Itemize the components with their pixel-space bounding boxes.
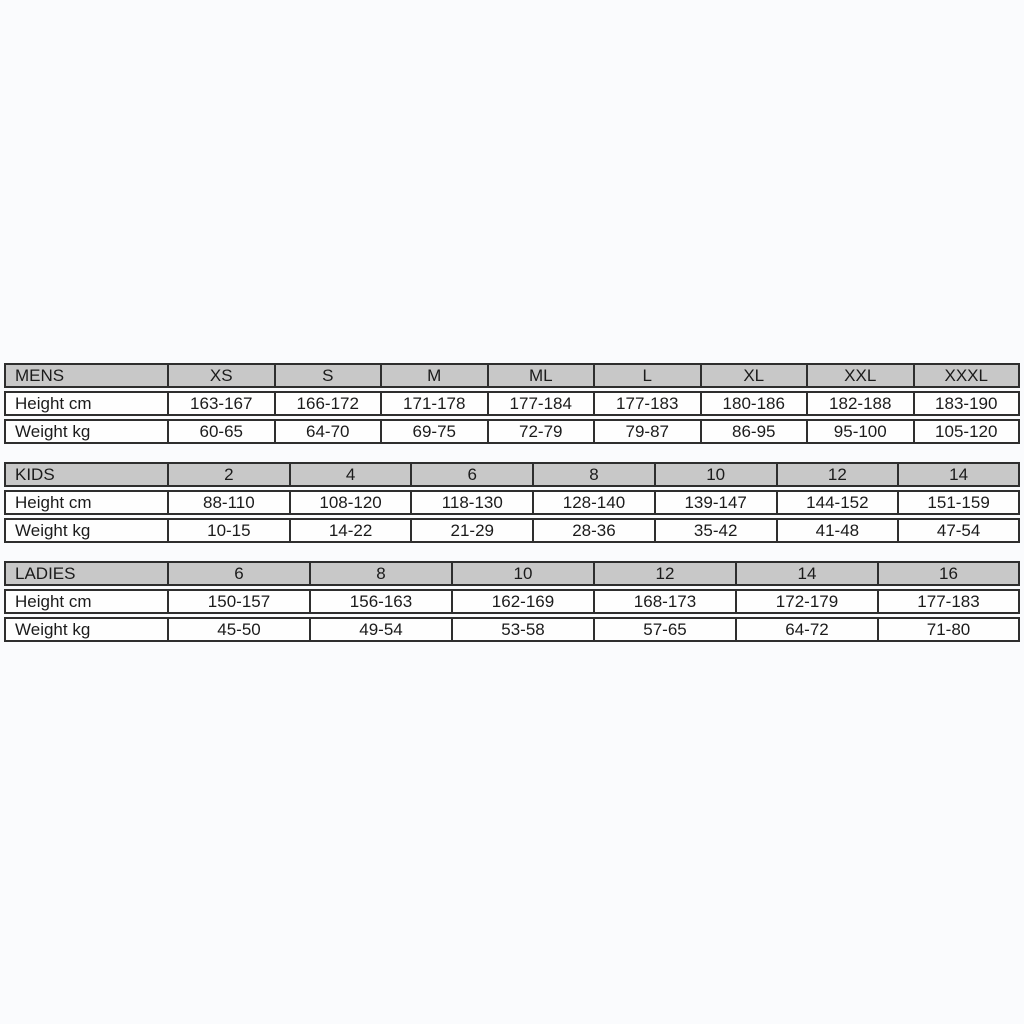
size-header-cell: 16 bbox=[878, 561, 1020, 586]
group-label-cell: MENS bbox=[4, 363, 168, 388]
height-value-cell: 166-172 bbox=[275, 391, 382, 416]
size-header-cell: 6 bbox=[411, 462, 533, 487]
size-chart-mens bbox=[4, 360, 1020, 447]
weight-value-cell: 64-70 bbox=[275, 419, 382, 444]
size-header-cell: ML bbox=[488, 363, 595, 388]
weight-value-cell: 64-72 bbox=[736, 617, 878, 642]
weight-value-cell: 57-65 bbox=[594, 617, 736, 642]
size-header-cell: 4 bbox=[290, 462, 412, 487]
table-row-height bbox=[4, 490, 1020, 515]
size-header-cell: L bbox=[594, 363, 701, 388]
height-value-cell: 156-163 bbox=[310, 589, 452, 614]
size-header-cell: XL bbox=[701, 363, 808, 388]
table-row-weight bbox=[4, 419, 1020, 444]
height-value-cell: 183-190 bbox=[914, 391, 1021, 416]
height-value-cell: 162-169 bbox=[452, 589, 594, 614]
height-value-cell: 151-159 bbox=[898, 490, 1020, 515]
height-value-cell: 118-130 bbox=[411, 490, 533, 515]
weight-value-cell: 69-75 bbox=[381, 419, 488, 444]
height-value-cell: 171-178 bbox=[381, 391, 488, 416]
weight-value-cell: 79-87 bbox=[594, 419, 701, 444]
height-value-cell: 180-186 bbox=[701, 391, 808, 416]
weight-value-cell: 21-29 bbox=[411, 518, 533, 543]
group-label-cell: LADIES bbox=[4, 561, 168, 586]
size-header-cell: 12 bbox=[594, 561, 736, 586]
table-row-weight bbox=[4, 617, 1020, 642]
group-label-cell: KIDS bbox=[4, 462, 168, 487]
table-row-weight bbox=[4, 518, 1020, 543]
height-value-cell: 168-173 bbox=[594, 589, 736, 614]
height-value-cell: 172-179 bbox=[736, 589, 878, 614]
size-chart-ladies bbox=[4, 558, 1020, 645]
table-row-height bbox=[4, 391, 1020, 416]
weight-value-cell: 14-22 bbox=[290, 518, 412, 543]
size-header-cell: 14 bbox=[736, 561, 878, 586]
weight-value-cell: 95-100 bbox=[807, 419, 914, 444]
height-value-cell: 177-184 bbox=[488, 391, 595, 416]
weight-value-cell: 10-15 bbox=[168, 518, 290, 543]
weight-value-cell: 60-65 bbox=[168, 419, 275, 444]
size-header-cell: 10 bbox=[655, 462, 777, 487]
size-header-cell: 12 bbox=[777, 462, 899, 487]
weight-value-cell: 45-50 bbox=[168, 617, 310, 642]
height-value-cell: 128-140 bbox=[533, 490, 655, 515]
height-value-cell: 182-188 bbox=[807, 391, 914, 416]
height-value-cell: 150-157 bbox=[168, 589, 310, 614]
row-label-cell: Height cm bbox=[4, 391, 168, 416]
height-value-cell: 163-167 bbox=[168, 391, 275, 416]
weight-value-cell: 53-58 bbox=[452, 617, 594, 642]
height-value-cell: 177-183 bbox=[878, 589, 1020, 614]
size-header-cell: M bbox=[381, 363, 488, 388]
height-value-cell: 88-110 bbox=[168, 490, 290, 515]
height-value-cell: 108-120 bbox=[290, 490, 412, 515]
height-value-cell: 177-183 bbox=[594, 391, 701, 416]
table-row-header bbox=[4, 561, 1020, 586]
size-charts bbox=[4, 360, 1020, 657]
row-label-cell: Weight kg bbox=[4, 617, 168, 642]
row-label-cell: Weight kg bbox=[4, 518, 168, 543]
size-header-cell: XXL bbox=[807, 363, 914, 388]
size-header-cell: 8 bbox=[533, 462, 655, 487]
weight-value-cell: 28-36 bbox=[533, 518, 655, 543]
weight-value-cell: 86-95 bbox=[701, 419, 808, 444]
size-chart-kids bbox=[4, 459, 1020, 546]
weight-value-cell: 105-120 bbox=[914, 419, 1021, 444]
size-header-cell: 6 bbox=[168, 561, 310, 586]
row-label-cell: Height cm bbox=[4, 589, 168, 614]
weight-value-cell: 35-42 bbox=[655, 518, 777, 543]
height-value-cell: 139-147 bbox=[655, 490, 777, 515]
size-header-cell: 2 bbox=[168, 462, 290, 487]
weight-value-cell: 72-79 bbox=[488, 419, 595, 444]
size-header-cell: XXXL bbox=[914, 363, 1021, 388]
size-header-cell: XS bbox=[168, 363, 275, 388]
size-header-cell: 10 bbox=[452, 561, 594, 586]
size-header-cell: 14 bbox=[898, 462, 1020, 487]
row-label-cell: Height cm bbox=[4, 490, 168, 515]
height-value-cell: 144-152 bbox=[777, 490, 899, 515]
weight-value-cell: 41-48 bbox=[777, 518, 899, 543]
row-label-cell: Weight kg bbox=[4, 419, 168, 444]
size-header-cell: 8 bbox=[310, 561, 452, 586]
table-row-header bbox=[4, 363, 1020, 388]
weight-value-cell: 49-54 bbox=[310, 617, 452, 642]
weight-value-cell: 71-80 bbox=[878, 617, 1020, 642]
table-row-height bbox=[4, 589, 1020, 614]
weight-value-cell: 47-54 bbox=[898, 518, 1020, 543]
size-header-cell: S bbox=[275, 363, 382, 388]
table-row-header bbox=[4, 462, 1020, 487]
